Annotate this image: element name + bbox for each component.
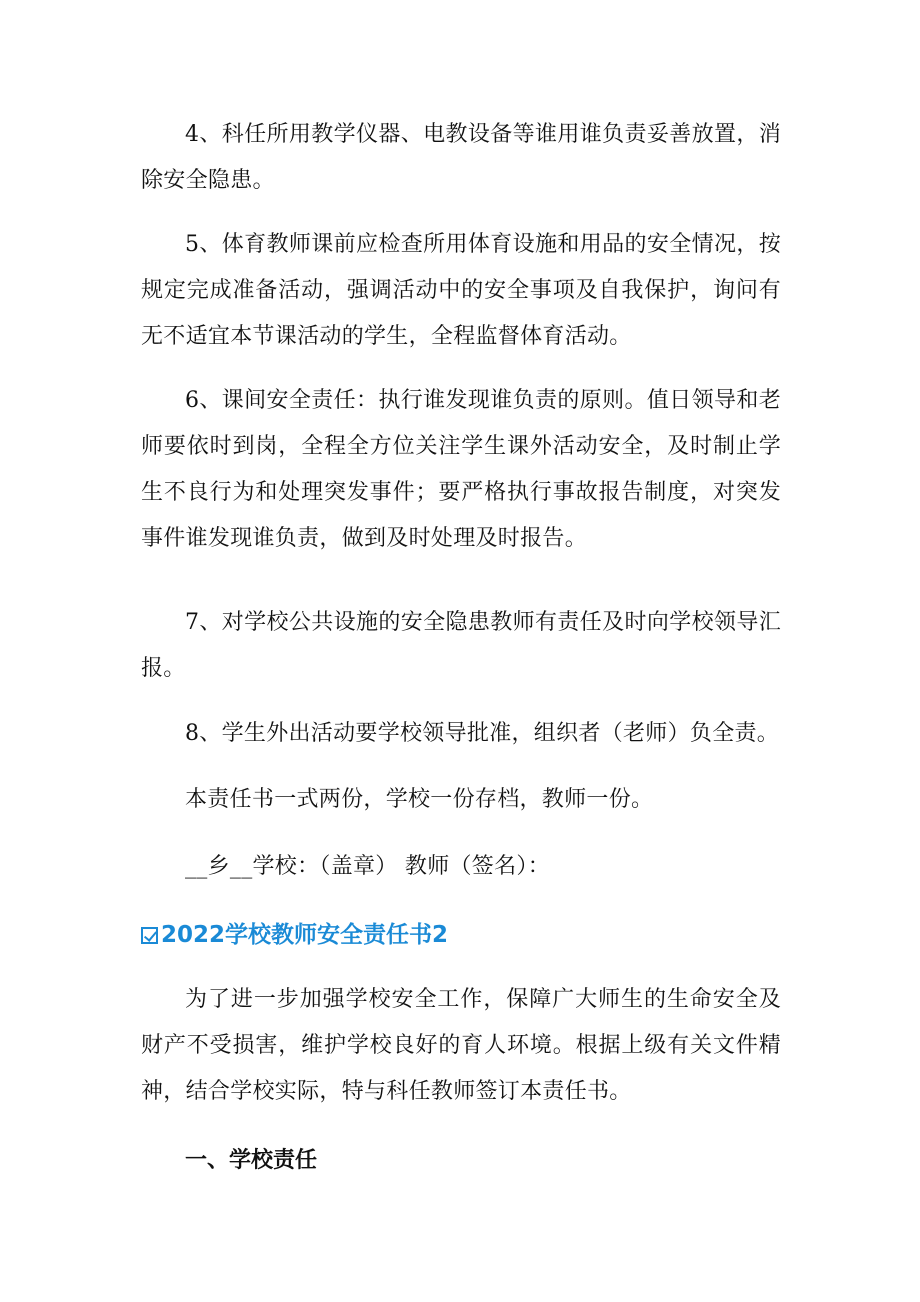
section-heading-text: 2022学校教师安全责任书2 (161, 922, 449, 948)
paragraph-item-7: 7、对学校公共设施的安全隐患教师有责任及时向学校领导汇报。 (141, 610, 781, 681)
school-responsibility-title: 一、学校责任 (185, 1148, 318, 1173)
paragraph-item-5: 5、体育教师课前应检查所用体育设施和用品的安全情况，按规定完成准备活动，强调活动中的安全事项及自我保护，询问有无不适宜本节课活动的学生，全程监督体育活动。 (141, 232, 781, 349)
checkbox-icon (141, 927, 158, 944)
signature-line: __乡__学校：（盖章） 教师（签名）： (185, 854, 550, 879)
paragraph-item-8: 8、学生外出活动要学校领导批准，组织者（老师）负全责。 (185, 721, 780, 746)
paragraph-item-4: 4、科任所用教学仪器、电教设备等谁用谁负责妥善放置，消除安全隐患。 (141, 122, 781, 193)
paragraph-item-6: 6、课间安全责任：执行谁发现谁负责的原则。值日领导和老师要依时到岗，全程全方位关注学生课外活动安全，及时制止学生不良行为和处理突发事件；要严格执行事故报告制度，对突发事件谁发现谁负责，做到及时处理及时报告。 (141, 388, 781, 551)
intro-paragraph: 为了进一步加强学校安全工作，保障广大师生的生命安全及财产不受损害，维护学校良好的育人环境。根据上级有关文件精神，结合学校实际，特与科任教师签订本责任书。 (141, 987, 781, 1104)
section-heading (141, 912, 448, 958)
paragraph-copies-note: 本责任书一式两份，学校一份存档，教师一份。 (185, 787, 654, 812)
